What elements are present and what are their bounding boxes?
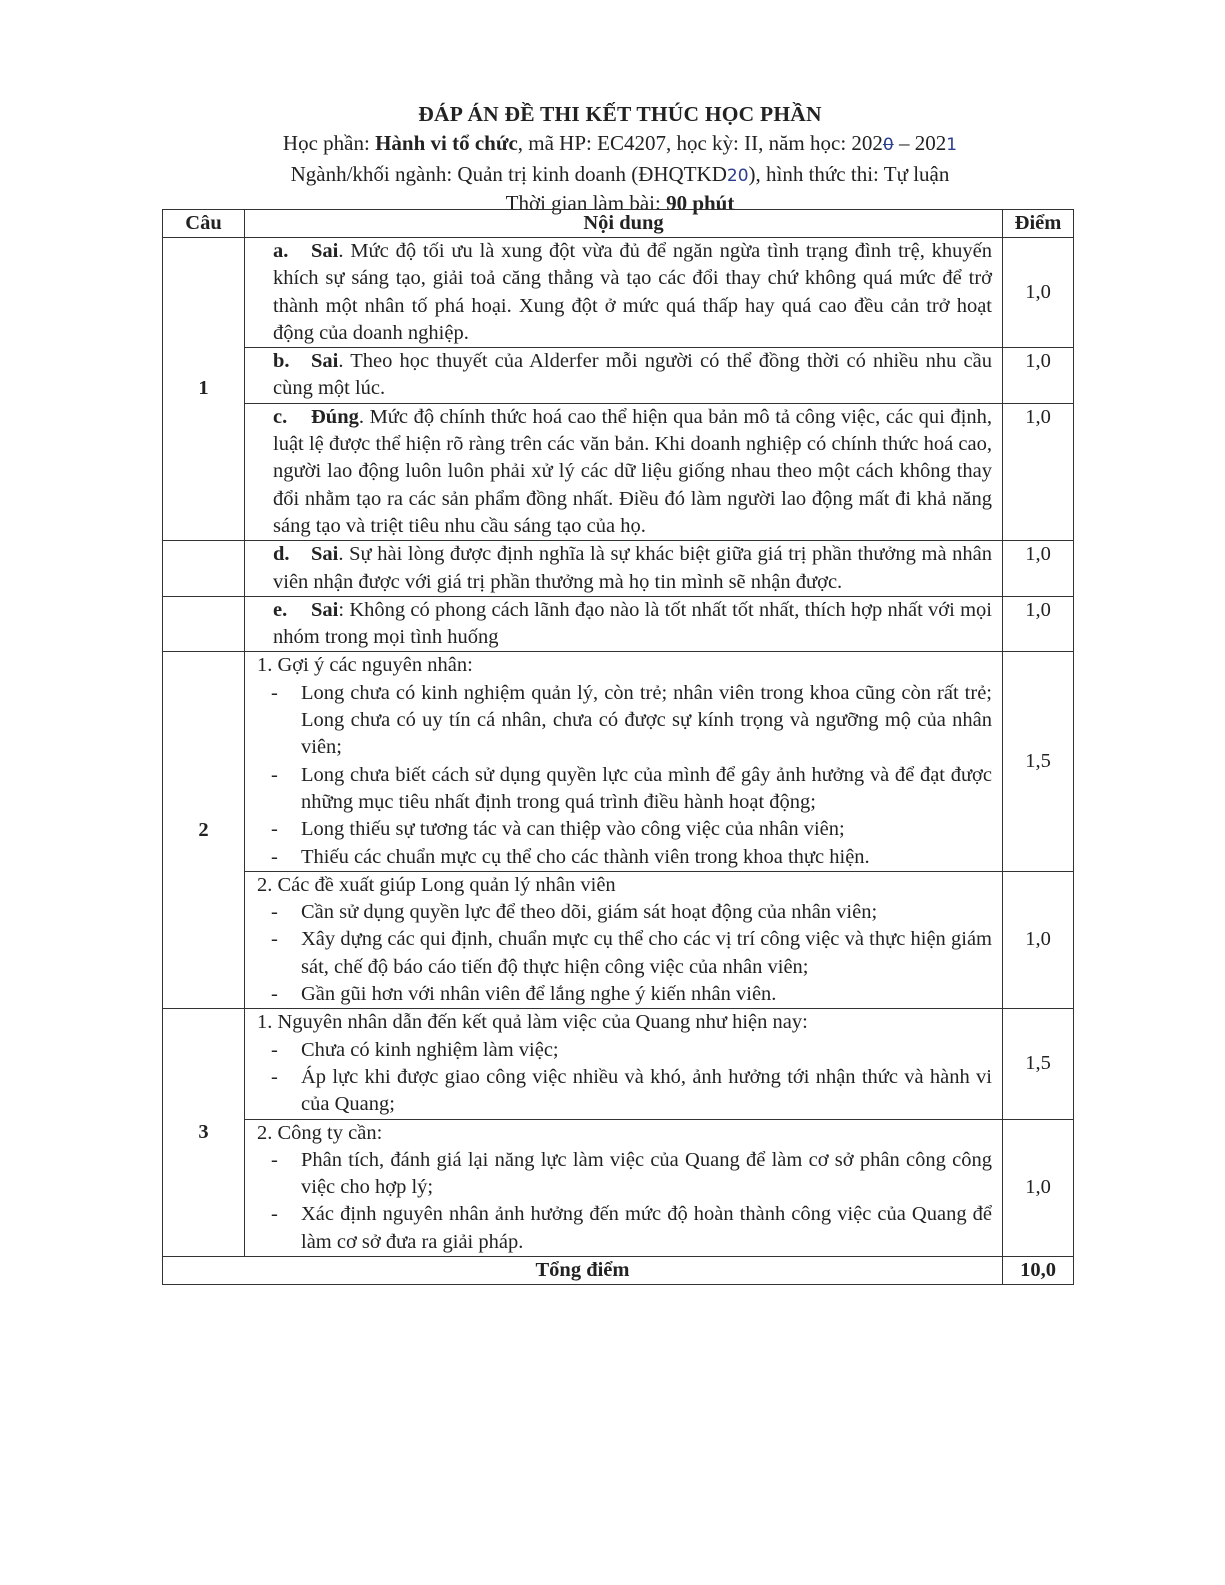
part-title: 1. Nguyên nhân dẫn đến kết quả làm việc của Quang như hiện nay: <box>257 1011 808 1034</box>
part-title: 2. Công ty cần: <box>257 1121 383 1144</box>
part-score: 1,5 <box>1003 652 1074 871</box>
table-row <box>163 348 1074 404</box>
total-row <box>163 1256 1074 1284</box>
bullet-list <box>257 680 992 871</box>
answer-table <box>162 209 1074 1285</box>
list-item: - Chưa có kinh nghiệm làm việc; <box>301 1037 992 1064</box>
header-score: Điểm <box>1003 210 1074 238</box>
list-item: - Xây dựng các qui định, chuẩn mực cụ thể cho các vị trí công việc và thực hiện giám sát, chế độ báo cáo tiến độ thực hiện công việc của nhân viên; <box>301 926 992 981</box>
duration-line: Thời gian làm bài: 90 phút <box>505 191 735 215</box>
list-item: - Long chưa có kinh nghiệm quản lý, còn trẻ; nhân viên trong khoa cũng còn rất trẻ; Long chưa có uy tín cá nhân, chưa có được sự kính trọng và ngưỡng mộ của nhân viên; <box>301 680 992 762</box>
handwritten-cohort: 20 <box>726 166 749 186</box>
item-score: 1,0 <box>1003 348 1074 404</box>
table-row <box>163 541 1074 597</box>
answer-item: a. Sai. Mức độ tối ưu là xung đột vừa đủ để ngăn ngừa tình trạng đình trệ, khuyến khích sự sáng tạo, giải toả căng thẳng và tạo các đổi thay chứ không quá mức để trở thành một nhân tố phá hoại. Xung đột ở mức quá thấp hay quá cao đều cản trở hoạt động của doanh nghiệp. <box>245 238 1003 348</box>
answer-part <box>245 1009 1003 1119</box>
list-item: - Long chưa biết cách sử dụng quyền lực của mình để gây ảnh hưởng và để đạt được những mục tiêu nhất định trong quá trình điều hành hoạt động; <box>301 762 992 817</box>
part-score: 1,0 <box>1003 1119 1074 1256</box>
document-title: ĐÁP ÁN ĐỀ THI KẾT THÚC HỌC PHẦN <box>418 102 822 126</box>
table-row <box>163 1119 1074 1256</box>
item-score: 1,0 <box>1003 403 1074 540</box>
answer-part <box>245 871 1003 1008</box>
answer-item: d. Sai. Sự hài lòng được định nghĩa là sự khác biệt giữa giá trị phần thưởng mà nhân viên nhận được với giá trị phần thưởng mà họ tin mình sẽ nhận được. <box>245 541 1003 597</box>
list-item: - Gần gũi hơn với nhân viên để lắng nghe ý kiến nhân viên. <box>301 981 992 1008</box>
table-row <box>163 596 1074 652</box>
bullet-list <box>257 899 992 1008</box>
answer-item: b. Sai. Theo học thuyết của Alderfer mỗi người có thể đồng thời có nhiều nhu cầu cùng một lúc. <box>245 348 1003 404</box>
table-header-row <box>163 210 1074 238</box>
handwritten-year-digit: 0 <box>882 135 894 155</box>
answer-part <box>245 1119 1003 1256</box>
header-content: Nội dung <box>245 210 1003 238</box>
bullet-list <box>257 1037 992 1119</box>
item-score: 1,0 <box>1003 238 1074 348</box>
total-label: Tổng điểm <box>163 1256 1003 1284</box>
table-row <box>163 1009 1074 1119</box>
list-item: - Long thiếu sự tương tác và can thiệp vào công việc của nhân viên; <box>301 816 992 843</box>
part-score: 1,5 <box>1003 1009 1074 1119</box>
table-row <box>163 403 1074 540</box>
answer-item: e. Sai: Không có phong cách lãnh đạo nào là tốt nhất tốt nhất, thích hợp nhất với mọi nhóm trong mọi tình huống <box>245 596 1003 652</box>
question-number: 3 <box>163 1009 245 1257</box>
question-number: 2 <box>163 652 245 1009</box>
table-row <box>163 652 1074 871</box>
list-item: - Phân tích, đánh giá lại năng lực làm việc của Quang để làm cơ sở phân công công việc cho hợp lý; <box>301 1147 992 1202</box>
list-item: - Xác định nguyên nhân ảnh hưởng đến mức độ hoàn thành công việc của Quang để làm cơ sở đưa ra giải pháp. <box>301 1201 992 1256</box>
list-item: - Thiếu các chuẩn mực cụ thể cho các thành viên trong khoa thực hiện. <box>301 844 992 871</box>
part-score: 1,0 <box>1003 871 1074 1008</box>
header-question: Câu <box>163 210 245 238</box>
part-title: 1. Gợi ý các nguyên nhân: <box>257 654 473 677</box>
answer-item: c. Đúng. Mức độ chính thức hoá cao thể hiện qua bản mô tả công việc, các qui định, luật lệ được thể hiện rõ ràng trên các văn bản. Khi doanh nghiệp có chính thức hoá cao, người lao động luôn luôn phải xử lý các dữ liệu giống nhau theo một cách không thay đổi nhằm tạo ra các sản phẩm đồng nhất. Điều đó làm người lao động mất đi khả năng sáng tạo và triệt tiêu nhu cầu sáng tạo của họ. <box>245 403 1003 540</box>
table-row <box>163 871 1074 1008</box>
program-line: Ngành/khối ngành: Quản trị kinh doanh (ĐHQTKD20), hình thức thi: Tự luận <box>290 162 950 186</box>
course-name: Hành vi tổ chức <box>375 131 518 155</box>
part-title: 2. Các đề xuất giúp Long quản lý nhân viên <box>257 873 616 896</box>
course-line: Học phần: Hành vi tổ chức, mã HP: EC4207, học kỳ: II, năm học: 2020 – 2021 <box>282 131 958 155</box>
item-score: 1,0 <box>1003 596 1074 652</box>
list-item: - Áp lực khi được giao công việc nhiều và khó, ảnh hưởng tới nhận thức và hành vi của Quang; <box>301 1064 992 1119</box>
total-score: 10,0 <box>1003 1256 1074 1284</box>
item-score: 1,0 <box>1003 541 1074 597</box>
list-item: - Cần sử dụng quyền lực để theo dõi, giám sát hoạt động của nhân viên; <box>301 899 992 926</box>
answer-part <box>245 652 1003 871</box>
bullet-list <box>257 1147 992 1256</box>
handwritten-year-digit: 1 <box>946 135 958 155</box>
table-row <box>163 238 1074 348</box>
question-number: 1 <box>163 238 245 541</box>
document-header <box>160 100 1080 215</box>
